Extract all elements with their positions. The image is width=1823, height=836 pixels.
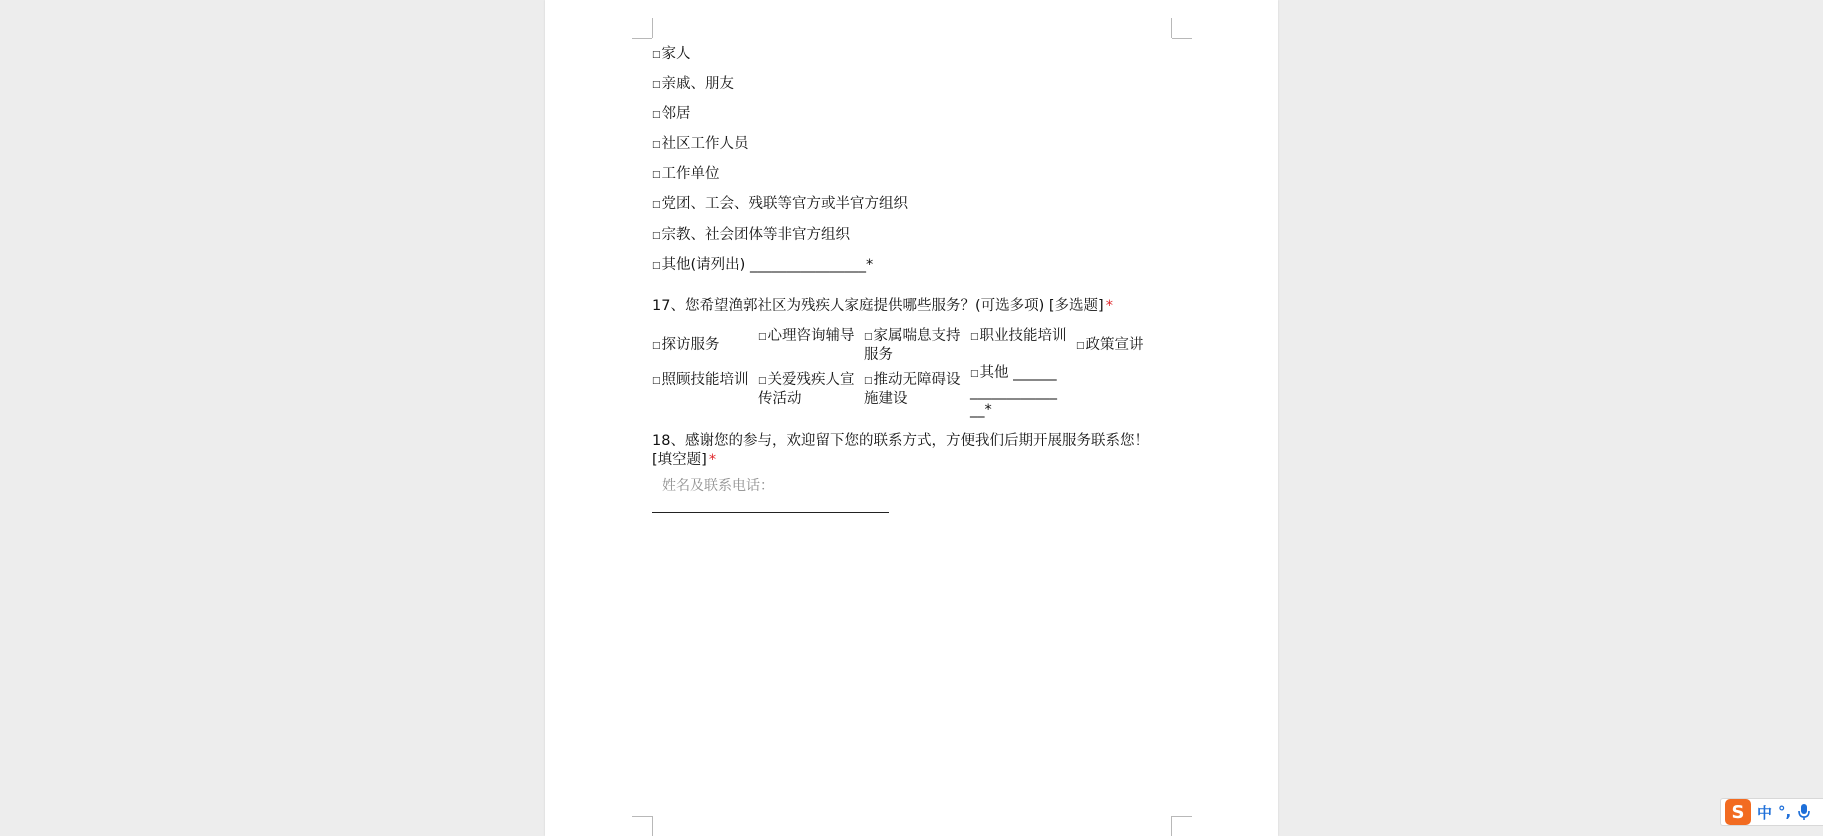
q18-text: 18、感谢您的参与，欢迎留下您的联系方式，方便我们后期开展服务联系您！ [填空题] bbox=[652, 433, 1149, 468]
option-label: 亲戚、朋友 bbox=[661, 76, 735, 92]
option-label: 家属喘息支持服务 bbox=[864, 328, 961, 363]
q18-hint: 姓名及联系电话： bbox=[662, 478, 774, 494]
crop-mark-top-left-h bbox=[632, 38, 652, 39]
checkbox-icon[interactable]: □ bbox=[652, 170, 661, 180]
q16-option-unofficial-orgs[interactable] bbox=[652, 226, 850, 245]
option-label: 心理咨询辅导 bbox=[767, 328, 855, 344]
checkbox-icon[interactable]: □ bbox=[652, 80, 661, 90]
q16-option-other[interactable] bbox=[652, 256, 873, 275]
q17-question bbox=[652, 297, 1167, 316]
option-label: 职业技能培训 bbox=[979, 328, 1067, 344]
option-label: 家人 bbox=[661, 46, 691, 62]
crop-mark-bottom-left-v bbox=[652, 816, 653, 836]
crop-mark-top-left-v bbox=[652, 18, 653, 38]
q16-option-workplace[interactable] bbox=[652, 165, 720, 184]
q17-option-policy[interactable] bbox=[1076, 336, 1176, 355]
option-label: 关爱残疾人宣传活动 bbox=[758, 372, 855, 407]
q17-option-visit[interactable] bbox=[652, 336, 752, 355]
checkbox-icon[interactable]: □ bbox=[652, 200, 661, 210]
q17-option-awareness[interactable] bbox=[758, 371, 858, 408]
option-label: 其他(请列出) ________________* bbox=[661, 257, 874, 273]
checkbox-icon[interactable]: □ bbox=[652, 110, 661, 120]
crop-mark-top-right-h bbox=[1172, 38, 1192, 39]
ime-toolbar bbox=[1720, 798, 1823, 826]
option-label: 宗教、社会团体等非官方组织 bbox=[661, 227, 851, 243]
microphone-icon[interactable] bbox=[1797, 803, 1811, 821]
q18-answer-line[interactable] bbox=[652, 512, 889, 513]
q16-option-neighbors[interactable] bbox=[652, 105, 691, 124]
ime-punctuation-toggle[interactable]: °, bbox=[1778, 803, 1792, 821]
option-label: 照顾技能培训 bbox=[661, 372, 749, 388]
q17-text: 17、您希望渔郭社区为残疾人家庭提供哪些服务？(可选多项) [多选题] bbox=[652, 298, 1104, 314]
required-mark: * bbox=[1105, 298, 1113, 314]
crop-mark-bottom-left-h bbox=[632, 816, 652, 817]
checkbox-icon[interactable]: □ bbox=[758, 376, 767, 386]
option-label: 其他 ____________________* bbox=[970, 365, 1057, 418]
q17-option-other[interactable] bbox=[970, 364, 1062, 419]
q16-option-relatives-friends[interactable] bbox=[652, 75, 734, 94]
checkbox-icon[interactable]: □ bbox=[864, 332, 873, 342]
checkbox-icon[interactable]: □ bbox=[970, 369, 979, 379]
checkbox-icon[interactable]: □ bbox=[652, 376, 661, 386]
checkbox-icon[interactable]: □ bbox=[652, 50, 661, 60]
option-label: 社区工作人员 bbox=[661, 136, 749, 152]
ime-logo-icon[interactable]: S bbox=[1725, 799, 1751, 825]
option-label: 探访服务 bbox=[661, 337, 720, 353]
q17-option-vocational[interactable] bbox=[970, 327, 1070, 346]
crop-mark-top-right-v bbox=[1171, 18, 1172, 38]
option-label: 工作单位 bbox=[661, 166, 720, 182]
option-label: 政策宣讲 bbox=[1085, 337, 1144, 353]
checkbox-icon[interactable]: □ bbox=[652, 341, 661, 351]
q16-option-official-orgs[interactable] bbox=[652, 195, 908, 214]
checkbox-icon[interactable]: □ bbox=[652, 231, 661, 241]
q17-option-accessibility[interactable] bbox=[864, 371, 964, 408]
crop-mark-bottom-right-v bbox=[1171, 816, 1172, 836]
checkbox-icon[interactable]: □ bbox=[970, 332, 979, 342]
checkbox-icon[interactable]: □ bbox=[864, 376, 873, 386]
q16-option-family[interactable] bbox=[652, 45, 691, 64]
crop-mark-bottom-right-h bbox=[1172, 816, 1192, 817]
required-mark: * bbox=[708, 452, 717, 468]
checkbox-icon[interactable]: □ bbox=[652, 261, 661, 271]
checkbox-icon[interactable]: □ bbox=[652, 140, 661, 150]
q16-option-community-staff[interactable] bbox=[652, 135, 749, 154]
q18-question bbox=[652, 432, 1167, 470]
option-label: 推动无障碍设施建设 bbox=[864, 372, 961, 407]
q17-option-care-skills[interactable] bbox=[652, 371, 752, 390]
ime-mode-toggle[interactable]: 中 bbox=[1757, 803, 1773, 822]
option-label: 邻居 bbox=[661, 106, 691, 122]
checkbox-icon[interactable]: □ bbox=[758, 332, 767, 342]
q17-option-respite[interactable] bbox=[864, 327, 964, 364]
option-label: 党团、工会、残联等官方或半官方组织 bbox=[661, 196, 909, 212]
q17-option-counseling[interactable] bbox=[758, 327, 858, 346]
document-page bbox=[545, 0, 1278, 836]
checkbox-icon[interactable]: □ bbox=[1076, 341, 1085, 351]
